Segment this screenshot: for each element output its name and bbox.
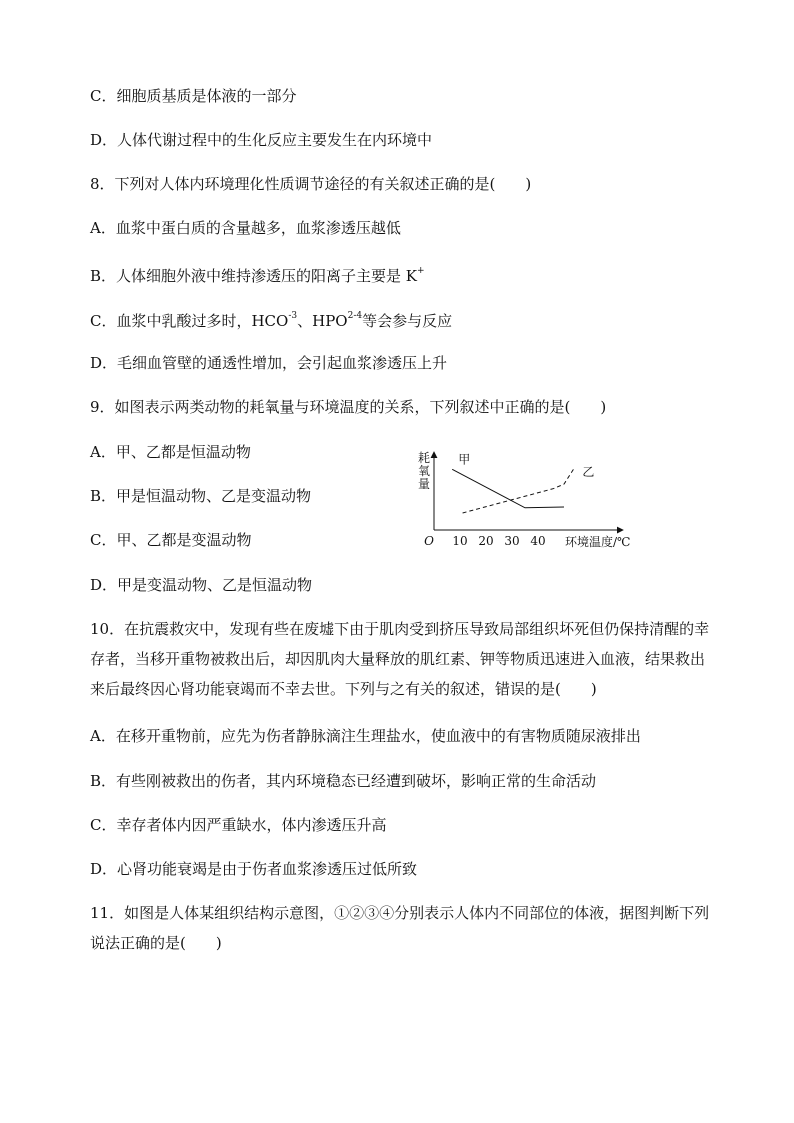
y-axis-label-char: 氧 (418, 464, 431, 478)
q7-option-d: D．人体代谢过程中的生化反应主要发生在内环境中 (90, 131, 433, 149)
q8-option-b (90, 263, 425, 286)
series-label-yi: 乙 (582, 464, 595, 479)
q8c-superscript-1: -3 (288, 311, 298, 321)
q8-option-a: A．血浆中蛋白质的含量越多，血浆渗透压越低 (90, 219, 401, 237)
q9-option-a: A．甲、乙都是恒温动物 (90, 443, 251, 461)
q8b-superscript: + (417, 266, 425, 276)
series-line-jia (452, 469, 564, 507)
q10-option-c: C．幸存者体内因严重缺水，体内渗透压升高 (90, 816, 387, 834)
x-axis-label: 环境温度/℃ (565, 535, 630, 549)
q8b-text: B．人体细胞外液中维持渗透压的阳离子主要是 K (90, 267, 417, 285)
q10-option-a: A．在移开重物前，应先为伤者静脉滴注生理盐水，使血液中的有害物质随尿液排出 (90, 727, 641, 745)
q9-option-d: D．甲是变温动物、乙是恒温动物 (90, 576, 313, 594)
x-tick-label: 10 (452, 534, 468, 548)
q8-option-d: D．毛细血管壁的通透性增加，会引起血浆渗透压上升 (90, 354, 448, 372)
q10-option-b: B．有些刚被救出的伤者，其内环境稳态已经遭到破坏，影响正常的生命活动 (90, 772, 597, 790)
q8c-text-2: 、HPO (297, 312, 348, 330)
q8-option-c (90, 308, 452, 331)
y-axis-label-char: 耗 (418, 451, 431, 465)
x-tick-label: 40 (530, 534, 546, 548)
origin-label: O (424, 534, 434, 548)
q9-stem: 9．如图表示两类动物的耗氧量与环境温度的关系，下列叙述中正确的是( ) (90, 398, 607, 416)
oxygen-consumption-chart (418, 448, 630, 556)
series-label-jia: 甲 (458, 452, 471, 467)
q11-stem: 11．如图是人体某组织结构示意图，①②③④分别表示人体内不同部位的体液，据图判断下列说法正确的是( ) (90, 904, 710, 952)
q8c-superscript-2: 2-4 (347, 311, 363, 321)
series-line-yi (463, 468, 575, 513)
q8c-text-3: 等会参与反应 (362, 312, 453, 330)
q8c-text-1: C．血浆中乳酸过多时，HCO (90, 312, 289, 330)
y-axis-label (418, 450, 430, 491)
q9-option-c: C．甲、乙都是变温动物 (90, 531, 252, 549)
x-tick-label: 20 (478, 534, 494, 548)
q8-stem: 8．下列对人体内环境理化性质调节途径的有关叙述正确的是( ) (90, 175, 532, 193)
q10-stem: 10．在抗震救灾中，发现有些在废墟下由于肌肉受到挤压导致局部组织坏死但仍保持清醒的幸存者，当移开重物被救出后，却因肌肉大量释放的肌红素、钾等物质迅速进入血液，结果救出来后最终因心肾功能衰竭而不幸去世。下列与之有关的叙述，错误的是( ) (90, 620, 710, 698)
q7-option-c: C．细胞质基质是体液的一部分 (90, 87, 297, 105)
q9-option-b: B．甲是恒温动物、乙是变温动物 (90, 487, 312, 505)
x-tick-label: 30 (504, 534, 520, 548)
y-axis-label-char: 量 (418, 477, 431, 491)
q10-option-d: D．心肾功能衰竭是由于伤者血浆渗透压过低所致 (90, 860, 418, 878)
